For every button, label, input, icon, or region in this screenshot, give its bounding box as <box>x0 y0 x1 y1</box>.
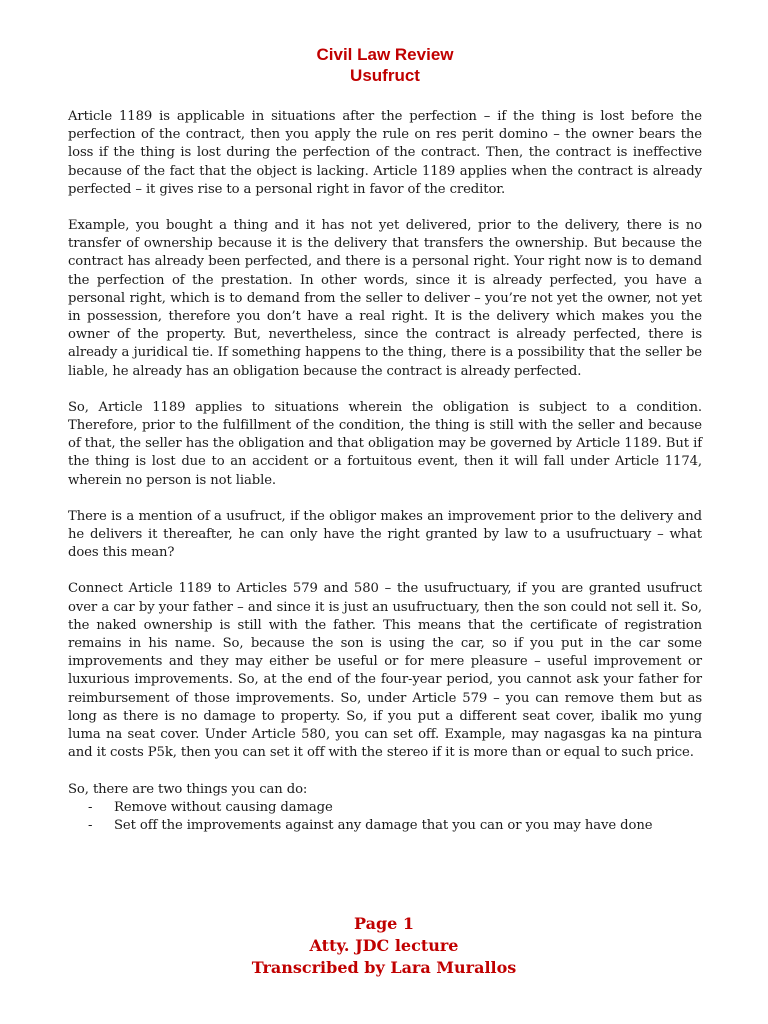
list-bullet: - <box>88 799 93 815</box>
paragraph-example: Example, you bought a thing and it has not yet delivered, prior to the delivery, there is no transfer of ownership because it is the delivery that transfers the ownership. But because the contract has already been perfected, and there is a personal right. Your right now is to demand the perfection of the prestation. In other words, since it is already perfected, you have a personal right, which is to demand from the seller to deliver – you’re not yet the owner, not yet in possession, therefore you don’t have a real right. It is the delivery which makes you the owner of the property. But, nevertheless, since the contract is already perfected, there is already a juridical tie. If something happens to the thing, there is a possibility that the seller be liable, he already has an obligation because the contract is already perfected. <box>68 218 702 379</box>
document-subtitle: Usufruct <box>350 66 420 85</box>
transcriber-credit: Transcribed by Lara Murallos <box>251 958 517 977</box>
paragraph-condition: So, Article 1189 applies to situations wherein the obligation is subject to a condition. Therefore, prior to the fulfillment of the condition, the thing is still with the seller and because of that, the seller has the obligation and that obligation may be governed by Article 1189. But if the thing is lost due to an accident or a fortuitous event, then it will fall under Article 1174, wherein no person is not liable. <box>68 399 702 488</box>
document-page <box>68 44 702 835</box>
list-item-text: Set off the improvements against any damage that you can or you may have done <box>114 817 653 833</box>
list-bullet: - <box>88 817 93 833</box>
lecture-credit: Atty. JDC lecture <box>309 936 459 955</box>
paragraph-list-intro: So, there are two things you can do: <box>68 781 308 797</box>
list-item <box>68 817 702 835</box>
paragraph-usufruct-mention: There is a mention of a usufruct, if the obligor makes an improvement prior to the delivery and he delivers it thereafter, he can only have the right granted by law to a usufructuary – what does this mean? <box>68 508 702 561</box>
page-number: Page 1 <box>353 914 415 933</box>
paragraph-article-1189: Article 1189 is applicable in situations after the perfection – if the thing is lost before the perfection of the contract, then you apply the rule on res perit domino – the owner bears the loss if the thing is lost during the perfection of the contract. Then, the contract is ineffective because of the fact that the object is lacking. Article 1189 applies when the contract is already perfected – it gives rise to a personal right in favor of the creditor. <box>68 109 702 197</box>
paragraph-articles-579-580: Connect Article 1189 to Articles 579 and 580 – the usufructuary, if you are granted usufruct over a car by your father – and since it is just an usufructuary, then the son could not sell it. So, the naked ownership is still with the father. This means that the certificate of registration remains in his name. So, because the son is using the car, so if you put in the car some improvements and they may either be useful or for mere pleasure – useful improvement or luxurious improvements. So, at the end of the four-year period, you cannot ask your father for reimbursement of those improvements. So, under Article 579 – you can remove them but as long as there is no damage to property. So, if you put a different seat cover, ibalik mo yung luma na seat cover. Under Article 580, you can set off. Example, may nagasgas ka na pintura and it costs P5k, then you can set it off with the stereo if it is more than or equal to such price. <box>68 581 702 761</box>
page-footer <box>0 913 768 979</box>
options-list <box>68 799 702 835</box>
list-item <box>68 799 702 817</box>
document-title: Civil Law Review <box>316 45 454 64</box>
list-item-text: Remove without causing damage <box>114 799 333 815</box>
